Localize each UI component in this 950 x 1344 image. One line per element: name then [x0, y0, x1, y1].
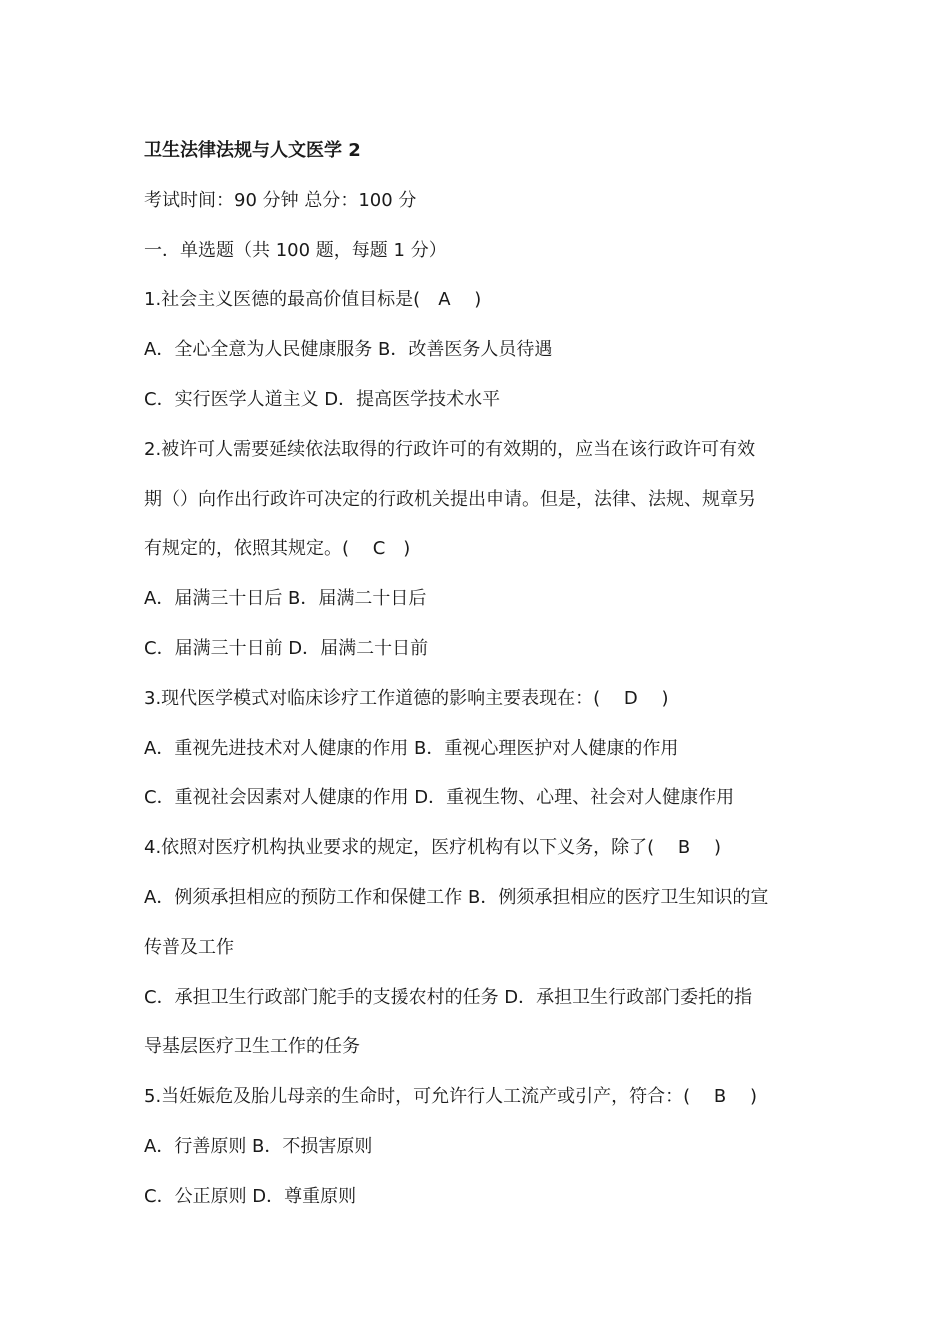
question-1-options-ab: A．全心全意为人民健康服务 B．改善医务人员待遇	[144, 339, 553, 361]
question-4-options-cd-line-2: 导基层医疗卫生工作的任务	[144, 1036, 360, 1058]
question-4-text: 4.依照对医疗机构执业要求的规定，医疗机构有以下义务，除了( B )	[144, 837, 722, 859]
section-heading: 一．单选题（共 100 题，每题 1 分）	[144, 239, 447, 261]
question-5-text: 5.当妊娠危及胎儿母亲的生命时，可允许行人工流产或引产，符合：( B )	[144, 1086, 758, 1108]
document-content	[144, 126, 824, 1222]
exam-info: 考试时间：90 分钟 总分：100 分	[144, 189, 417, 211]
question-4-options-ab-line-2: 传普及工作	[144, 936, 234, 958]
question-4-options-cd-line-1: C．承担卫生行政部门舵手的支援农村的任务 D．承担卫生行政部门委托的指	[144, 986, 753, 1008]
question-1-text: 1.社会主义医德的最高价值目标是( A )	[144, 289, 482, 311]
question-5-options-ab: A．行善原则 B．不损害原则	[144, 1135, 373, 1157]
question-3-text: 3.现代医学模式对临床诊疗工作道德的影响主要表现在：( D )	[144, 687, 669, 709]
question-1-options-cd: C．实行医学人道主义 D．提高医学技术水平	[144, 388, 501, 410]
question-2-text-line-1: 2.被许可人需要延续依法取得的行政许可的有效期的，应当在该行政许可有效	[144, 438, 756, 460]
question-2-text-line-3: 有规定的，依照其规定。( C )	[144, 538, 411, 560]
question-4-options-ab-line-1: A．例须承担相应的预防工作和保健工作 B．例须承担相应的医疗卫生知识的宣	[144, 886, 769, 908]
document-title: 卫生法律法规与人文医学 2	[144, 140, 361, 161]
question-2-text-line-2: 期（）向作出行政许可决定的行政机关提出申请。但是，法律、法规、规章另	[144, 488, 756, 510]
question-2-options-cd: C．届满三十日前 D．届满二十日前	[144, 637, 429, 659]
question-2-options-ab: A．届满三十日后 B．届满二十日后	[144, 588, 427, 610]
question-5-options-cd: C．公正原则 D．尊重原则	[144, 1185, 357, 1207]
question-3-options-ab: A．重视先进技术对人健康的作用 B．重视心理医护对人健康的作用	[144, 737, 679, 759]
question-3-options-cd: C．重视社会因素对人健康的作用 D．重视生物、心理、社会对人健康作用	[144, 787, 735, 809]
